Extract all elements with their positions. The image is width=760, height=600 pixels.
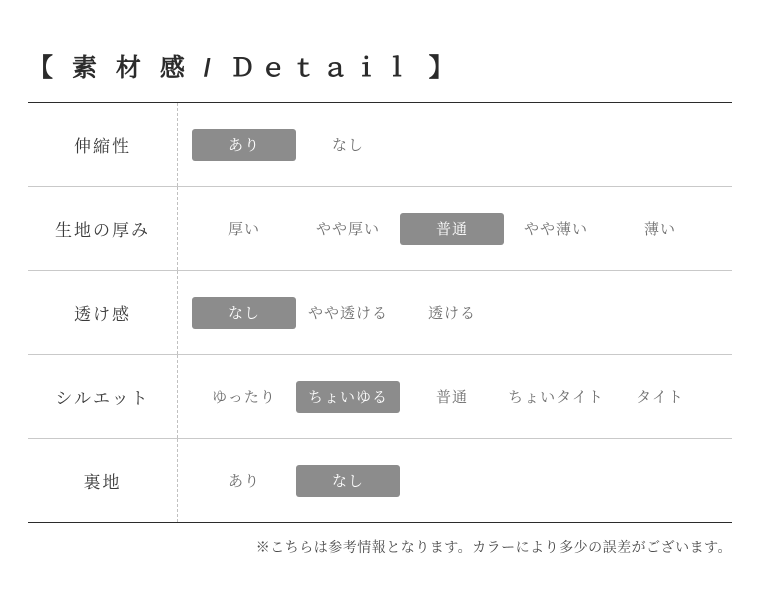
option-lining-1[interactable]: なし [296, 465, 400, 497]
table-row [28, 355, 732, 439]
option-stretch-1[interactable]: なし [331, 137, 364, 154]
page-title: 【 素 材 感 / Ｄｅｔａｉｌ 】 [28, 54, 460, 82]
row-label-thickness: 生地の厚み [28, 187, 178, 270]
option-silhouette-0[interactable]: ゆったり [212, 389, 276, 406]
row-options-thickness [178, 187, 732, 270]
table-row [28, 271, 732, 355]
option-stretch-0[interactable]: あり [192, 129, 296, 161]
option-silhouette-4[interactable]: タイト [636, 389, 684, 406]
option-thickness-0[interactable]: 厚い [227, 221, 260, 238]
spec-table [28, 102, 732, 523]
row-options-lining [178, 439, 732, 522]
option-silhouette-3[interactable]: ちょいタイト [508, 389, 604, 406]
row-label-lining: 裏地 [28, 439, 178, 522]
table-row [28, 439, 732, 523]
option-thickness-3[interactable]: やや薄い [523, 221, 588, 238]
option-sheerness-2[interactable]: 透ける [427, 305, 476, 322]
option-silhouette-2[interactable]: 普通 [435, 389, 468, 406]
row-label-sheerness: 透け感 [28, 271, 178, 354]
row-options-sheerness [178, 271, 732, 354]
row-label-silhouette: シルエット [28, 355, 178, 438]
option-thickness-1[interactable]: やや厚い [315, 221, 380, 238]
footnote: ※こちらは参考情報となります。カラーにより多少の誤差がございます。 [255, 539, 732, 555]
row-options-silhouette [178, 355, 732, 438]
row-label-stretch: 伸縮性 [28, 103, 178, 186]
option-sheerness-0[interactable]: なし [192, 297, 296, 329]
option-silhouette-1[interactable]: ちょいゆる [296, 381, 400, 413]
option-thickness-2[interactable]: 普通 [400, 213, 504, 245]
table-row [28, 187, 732, 271]
row-options-stretch [178, 103, 732, 186]
table-row [28, 103, 732, 187]
option-lining-0[interactable]: あり [227, 473, 260, 490]
option-thickness-4[interactable]: 薄い [643, 221, 676, 238]
option-sheerness-1[interactable]: やや透ける [307, 305, 388, 322]
